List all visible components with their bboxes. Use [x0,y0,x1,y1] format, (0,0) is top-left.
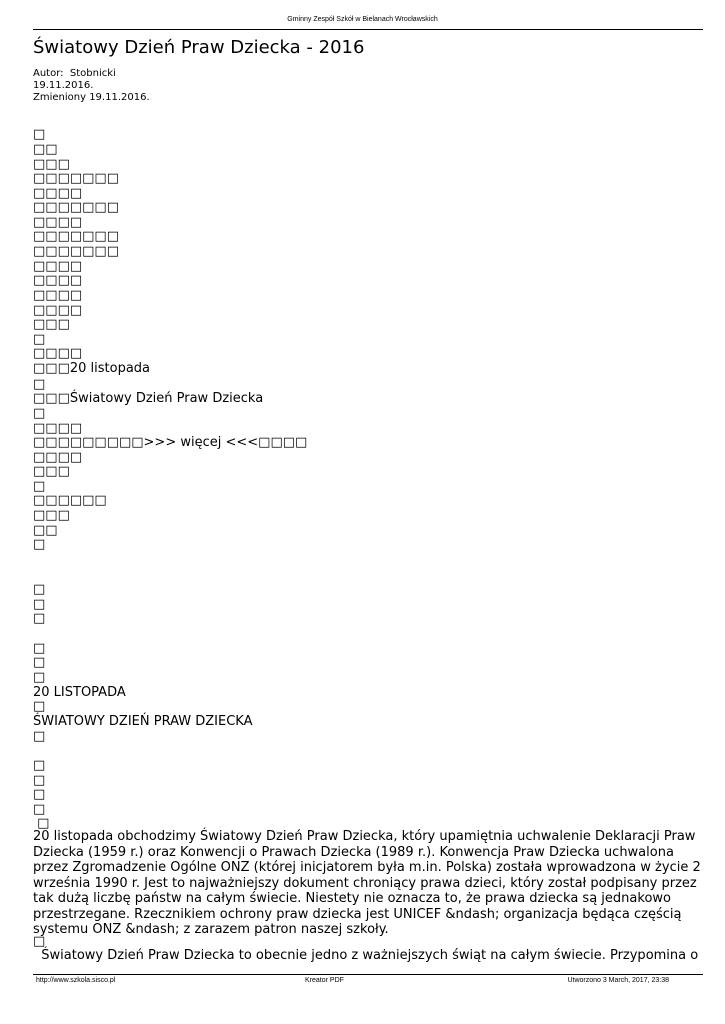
body-line: □□□□□□□□□>>> więcej <<<□□□□ [33,435,308,450]
footer-rule [33,974,703,975]
body-line: □ [33,729,46,744]
body-line: □□□□ [33,259,83,274]
body-line: □ [33,773,46,788]
article-modified: Zmieniony 19.11.2016. [33,92,150,103]
body-line: □□□□ [33,273,83,288]
body-line: □□□□□□□ [33,244,119,259]
body-line: □ [33,758,46,773]
body-line: □ [33,406,46,421]
body-line: □□□□ [33,346,83,361]
body-line: □□□ [33,157,70,172]
body-line: □ [33,611,46,626]
body-line: □ [33,582,46,597]
body-line: □ [33,479,46,494]
body-line: □□□□ [33,450,83,465]
body-line: □□□□ [33,215,83,230]
body-line: □□ [33,142,58,157]
body-line: □□□ [33,508,70,523]
body-line: □□□□ [33,288,83,303]
body-line: □ [33,537,46,552]
body-line: □ [33,699,46,714]
article-meta [33,68,116,80]
body-line: □□□□ [33,421,83,436]
body-line: □□□□□□□ [33,171,119,186]
body-line: □□□□□□□ [33,229,119,244]
body-line: □□□ [33,464,70,479]
last-line: Światowy Dzień Praw Dziecka to obecnie jedno z ważniejszych świąt na całym świecie. Przypomina o [33,948,699,963]
body-line: □ [33,377,46,392]
after-paragraph-glyph: □ [33,934,46,949]
body-line: □ [33,641,46,656]
body-line: □□□□□□□ [33,200,119,215]
body-line: □□□20 listopada [33,361,151,376]
body-line: □□□□ [33,186,83,201]
footer-created: Utworzono 3 March, 2017, 23:38 [567,977,669,984]
body-line: □ [33,802,46,817]
author-label: Autor: [33,68,64,79]
body-paragraph: 20 listopada obchodzimy Światowy Dzień Praw Dziecka, który upamiętnia uchwalenie Deklaracji Praw Dziecka (1959 r.) oraz Konwencji o Prawach Dziecka (1989 r.). Konwencja Praw Dziecka uchwalona przez Zgromadzenie Ogólne ONZ (której inicjatorem była m.in. Polska) została wprowadzona w życie 2 września 1990 r. Jest to najważniejszy dokument chroniący prawa dzieci, który został podpisany przez tak dużą liczbę państw na całym świecie. Niestety nie oznacza to, że prawa dziecka są jednakowo przestrzegane. Rzecznikiem ochrony praw dziecka jest UNICEF &ndash; organizacja będąca częścią systemu ONZ &ndash; z zarazem patron naszej szkoły. [33,829,701,937]
body-line: □□□ [33,317,70,332]
body-line: 20 LISTOPADA [33,685,126,700]
body-line: □□□□□□ [33,493,107,508]
article-title: Światowy Dzień Praw Dziecka - 2016 [33,37,365,58]
body-line: □□□Światowy Dzień Praw Dziecka [33,391,264,406]
header-rule [33,29,703,30]
body-line: □ [33,670,46,685]
body-line: □ [33,597,46,612]
body-line: □ [33,127,46,142]
footer-generator: Kreator PDF [305,977,344,984]
body-line: ŚWIATOWY DZIEŃ PRAW DZIECKA [33,714,253,729]
body-line: □ [33,787,46,802]
footer-url: http://www.szkola.sisco.pl [36,977,116,984]
body-line: □ [33,332,46,347]
body-line: □ [33,655,46,670]
page-header-site-name: Gminny Zespół Szkół w Bielanach Wrocławskich [287,16,438,23]
body-line: □□□□ [33,303,83,318]
body-line: □□ [33,523,58,538]
article-date: 19.11.2016. [33,80,94,91]
author-name: Stobnicki [69,68,116,79]
body-line: □ [33,816,50,831]
